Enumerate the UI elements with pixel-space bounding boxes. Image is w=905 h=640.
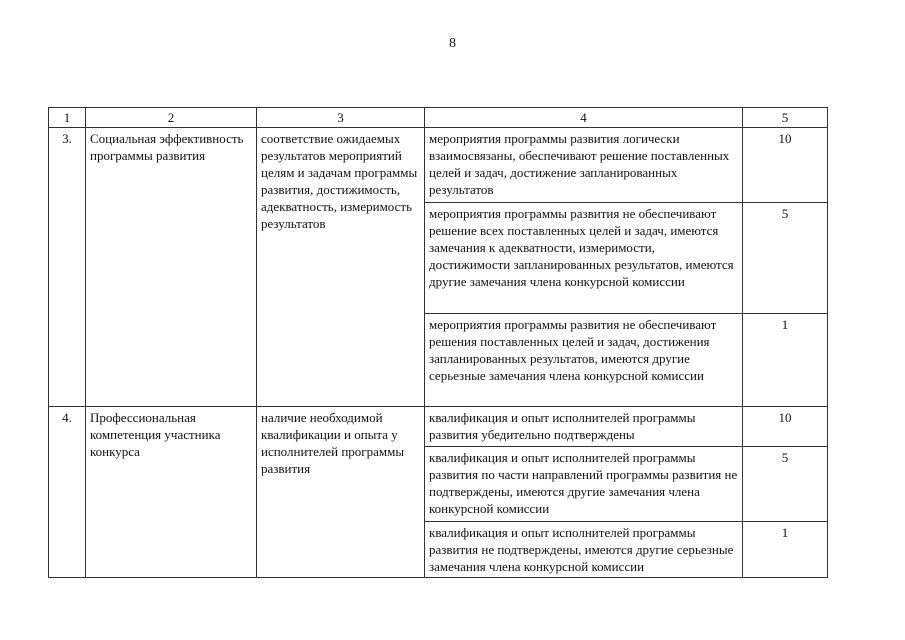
table-row [49,407,828,447]
score-value: 5 [743,203,828,314]
criterion-indicator: наличие необходимой квалификации и опыта у исполнителей программы развития [257,407,425,578]
column-header: 5 [743,108,828,128]
criterion-name: Профессиональная компетенция участника конкурса [86,407,257,578]
score-value: 1 [743,314,828,407]
column-header: 3 [257,108,425,128]
table-row [49,128,828,203]
column-header: 2 [86,108,257,128]
criterion-indicator: соответствие ожидаемых результатов мероприятий целям и задачам программы развития, достижимость, адекватность, измеримость результатов [257,128,425,407]
criterion-number: 3. [49,128,86,407]
score-value: 1 [743,522,828,578]
score-description: квалификация и опыт исполнителей программы развития не подтверждены, имеются другие серьезные замечания члена конкурсной комиссии [425,522,743,578]
score-description: квалификация и опыт исполнителей программы развития убедительно подтверждены [425,407,743,447]
score-description: мероприятия программы развития логически взаимосвязаны, обеспечивают решение поставленных целей и задач, достижение запланированных результатов [425,128,743,203]
column-header: 4 [425,108,743,128]
table-header-row [49,108,828,128]
criteria-table [48,107,828,578]
score-value: 5 [743,447,828,522]
criterion-number: 4. [49,407,86,578]
column-header: 1 [49,108,86,128]
score-description: мероприятия программы развития не обеспечивают решения поставленных целей и задач, достижения запланированных результатов, имеются другие серьезные замечания члена конкурсной комиссии [425,314,743,407]
score-value: 10 [743,407,828,447]
score-description: квалификация и опыт исполнителей программы развития по части направлений программы развития не подтверждены, имеются другие замечания члена конкурсной комиссии [425,447,743,522]
page-number: 8 [449,36,456,51]
score-value: 10 [743,128,828,203]
score-description: мероприятия программы развития не обеспечивают решение всех поставленных целей и задач, имеются замечания к адекватности, измеримости, достижимости запланированных результатов, имеются другие замечания члена конкурсной комиссии [425,203,743,314]
criterion-name: Социальная эффективность программы развития [86,128,257,407]
